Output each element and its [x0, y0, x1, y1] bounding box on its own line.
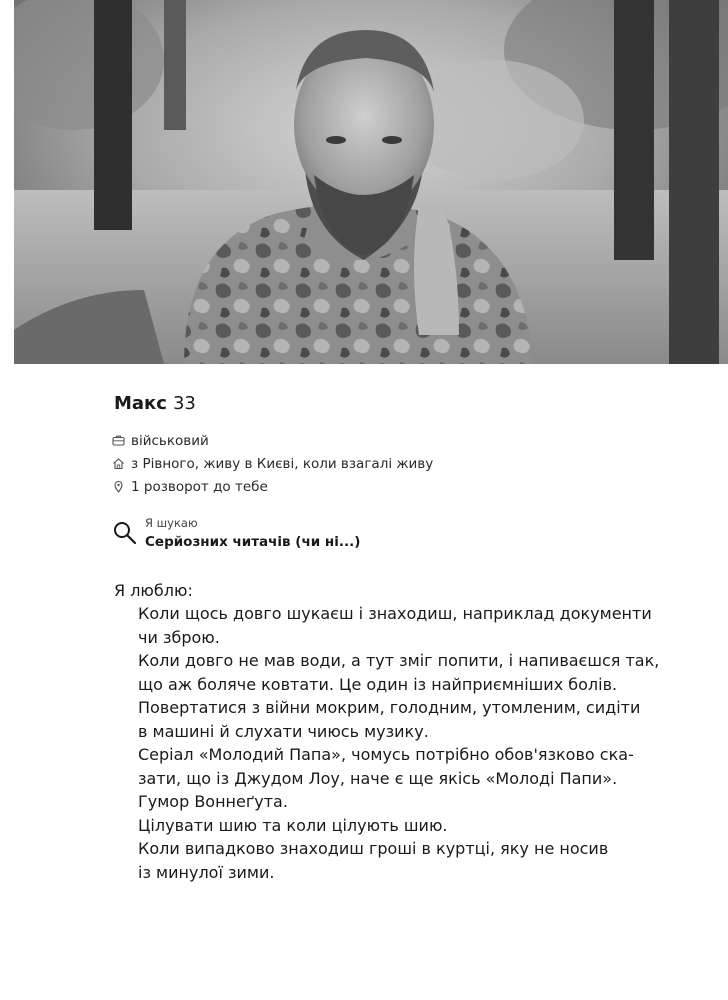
- love-line: Коли довго не мав води, а тут зміг попити, і напиваєшся так,: [138, 651, 660, 670]
- info-distance: [112, 475, 433, 498]
- profile-age: 33: [172, 393, 196, 414]
- love-line: із минулої зими.: [138, 862, 275, 882]
- info-hometown: [112, 452, 433, 475]
- profile-name: Макс: [114, 393, 167, 414]
- love-item: [138, 790, 640, 814]
- portrait-photo: [14, 0, 728, 364]
- love-item: [138, 743, 640, 790]
- love-item: [138, 837, 640, 884]
- love-line: Цілувати шию та коли цілують шию.: [138, 815, 448, 835]
- profile-info-list: [112, 429, 433, 498]
- love-list: [138, 602, 660, 884]
- love-line: зати, що із Джудом Лоу, наче є ще якісь «Молоді Папи».: [138, 768, 618, 788]
- location-pin-icon: [112, 480, 125, 493]
- search-icon: [112, 520, 138, 546]
- love-line: Повертатися з війни мокрим, голодним, утомленим, сидіти: [138, 698, 641, 717]
- info-occupation: [112, 429, 433, 452]
- love-line: Коли випадково знаходиш гроші в куртці, яку не носив: [138, 839, 609, 858]
- info-occupation-text: військовий: [131, 432, 209, 449]
- profile-header: [114, 392, 196, 416]
- love-line: чи зброю.: [138, 627, 220, 647]
- briefcase-icon: [112, 434, 125, 447]
- love-line: Серіал «Молодий Папа», чомусь потрібно обов'язково ска-: [138, 745, 634, 764]
- love-line: Коли щось довго шукаєш і знаходиш, наприклад документи: [138, 604, 652, 623]
- love-line: що аж боляче ковтати. Це один із найприємніших болів.: [138, 674, 618, 694]
- love-item: [138, 649, 660, 696]
- info-hometown-text: з Рівного, живу в Києві, коли взагалі живу: [131, 455, 434, 472]
- info-distance-text: 1 розворот до тебе: [131, 478, 268, 495]
- love-item: [138, 602, 652, 649]
- love-line: в машині й слухати чиюсь музику.: [138, 721, 429, 741]
- profile-photo: [14, 0, 728, 364]
- love-line: Гумор Воннеґута.: [138, 792, 288, 811]
- looking-for-label: Я шукаю: [145, 516, 198, 530]
- love-item: [138, 696, 640, 743]
- love-item: [138, 814, 640, 838]
- looking-for-value: Серйозних читачів (чи ні...): [145, 534, 361, 550]
- home-icon: [112, 457, 125, 470]
- love-heading: Я люблю:: [114, 581, 193, 600]
